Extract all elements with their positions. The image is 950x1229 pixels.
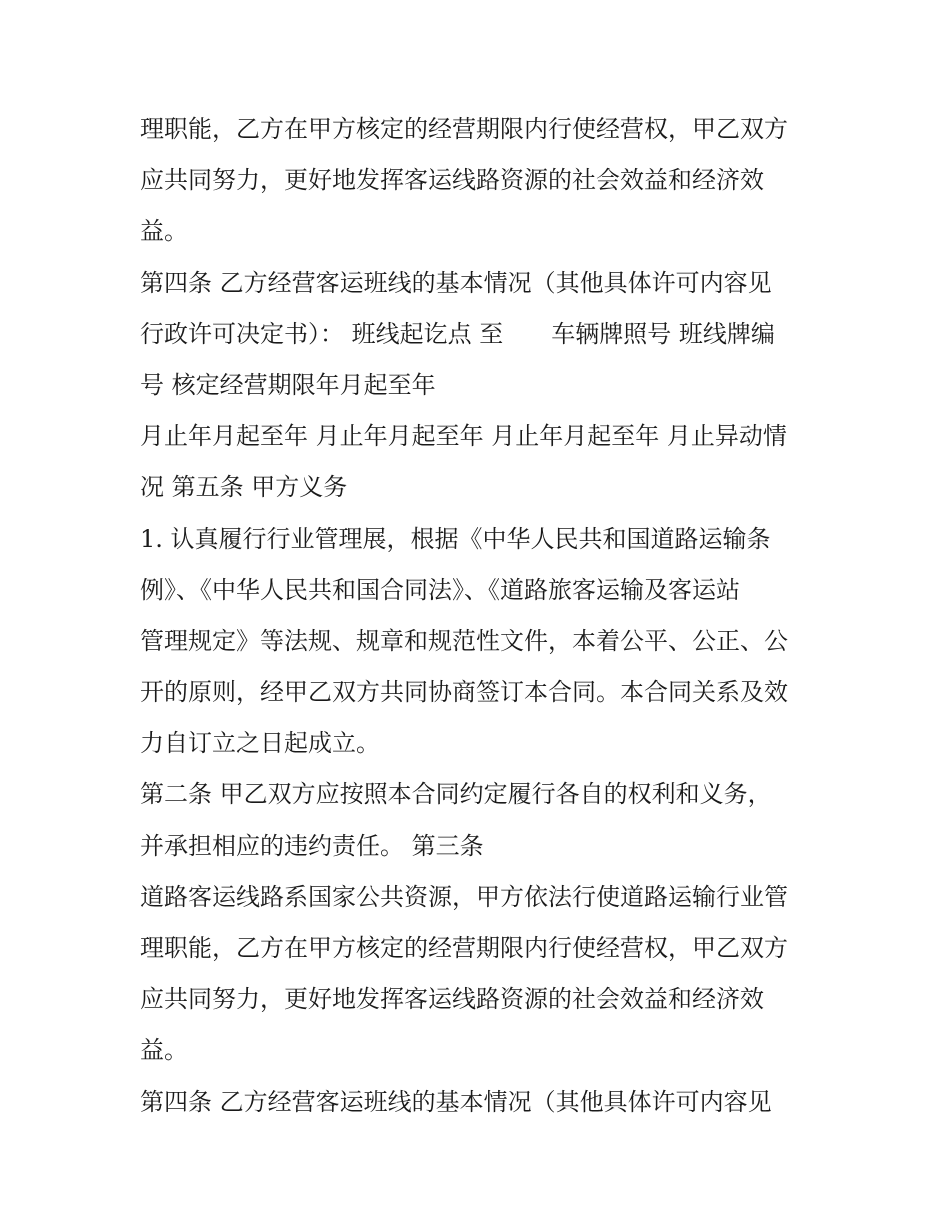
text-line: 第四条 乙方经营客运班线的基本情况（其他具体许可内容见 [140,268,772,297]
text-line: 应共同努力，更好地发挥客运线路资源的社会效益和经济效 [140,985,764,1014]
text-line: 益。 [140,1036,188,1065]
text-line: 理职能，乙方在甲方核定的经营期限内行使经营权，甲乙双方 [140,934,788,962]
text-line: 益。 [140,217,188,246]
text-line: 并承担相应的违约责任。 第三条 [140,831,484,860]
text-line: 开的原则，经甲乙双方共同协商签订本合同。本合同关系及效 [140,678,788,707]
text-line: 号 核定经营期限年月起至年 [140,370,436,399]
text-line: 第二条 甲乙双方应按照本合同约定履行各自的权利和义务， [140,780,772,809]
text-line: 理职能，乙方在甲方核定的经营期限内行使经营权，甲乙双方 [140,115,788,143]
text-line: 力自订立之日起成立。 [140,729,380,758]
text-line: 管理规定》等法规、规章和规范性文件，本着公平、公正、公 [140,626,788,655]
text-line: 1. 认真履行行业管理展，根据《中华人民共和国道路运输条 [140,524,771,553]
document-body [140,104,830,1128]
text-line: 况 第五条 甲方义务 [140,473,348,502]
text-line: 应共同努力，更好地发挥客运线路资源的社会效益和经济效 [140,166,764,195]
text-line: 行政许可决定书）： 班线起讫点 至 车辆牌照号 班线牌编 [140,319,775,348]
text-line: 第四条 乙方经营客运班线的基本情况（其他具体许可内容见 [140,1087,772,1116]
text-line: 例》、《中华人民共和国合同法》、《道路旅客运输及客运站 [140,575,740,604]
text-line: 道路客运线路系国家公共资源，甲方依法行使道路运输行业管 [140,882,788,911]
text-line: 月止年月起至年 月止年月起至年 月止年月起至年 月止异动情 [140,422,787,451]
